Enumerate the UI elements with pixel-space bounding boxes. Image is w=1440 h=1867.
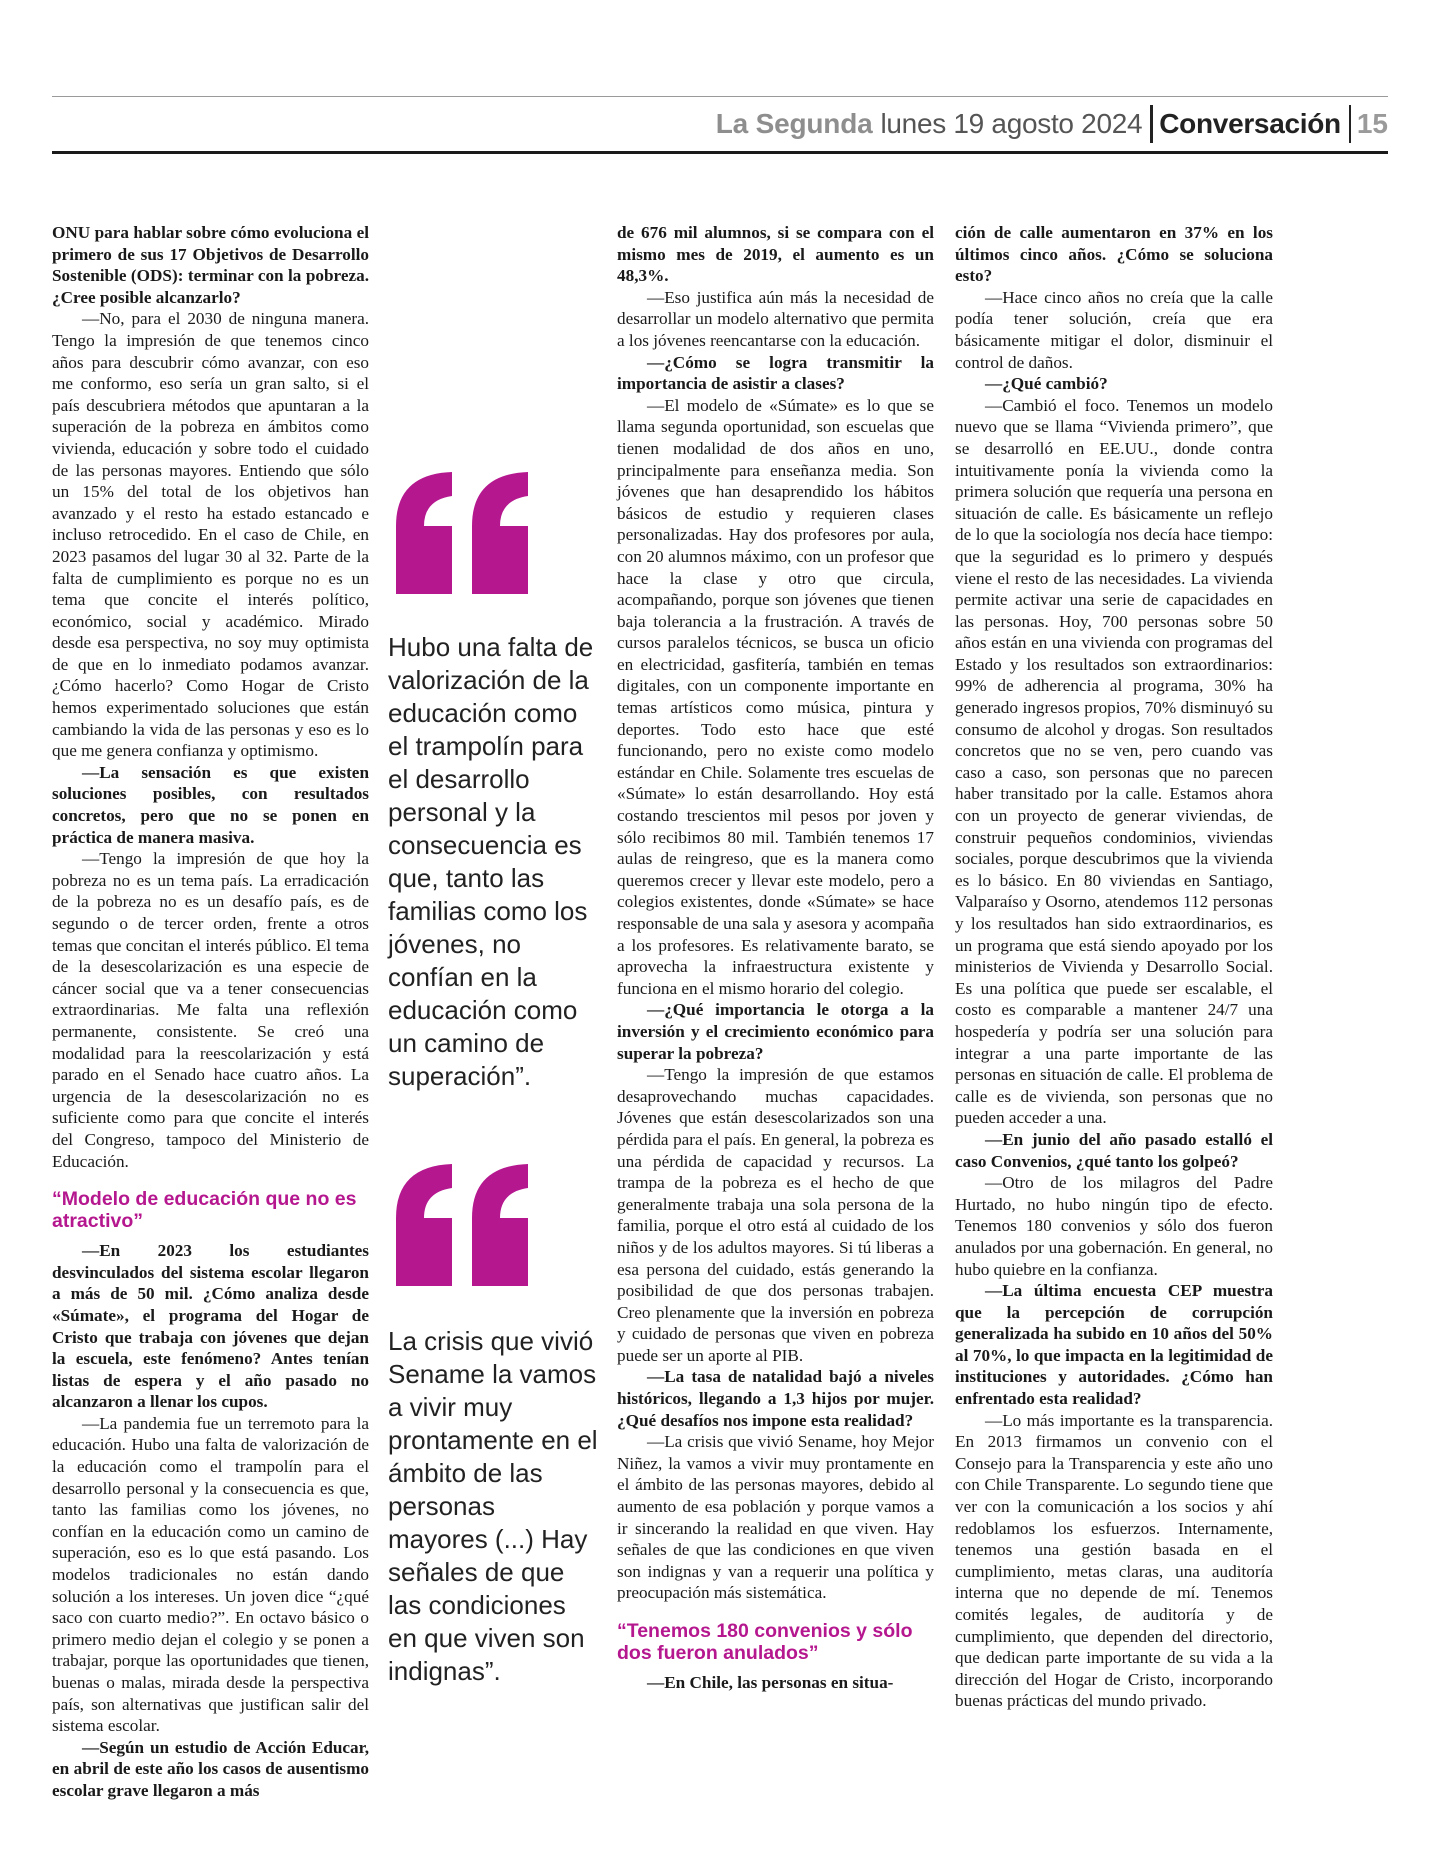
pull-quote-text: Hubo una falta de valorización de la educación como el trampolín para el desarrollo personal y la consecuencia es que, tanto las familias como los jóvenes, no confían en la educación como un camino de superación”. — [388, 632, 594, 1091]
interview-answer: —Tengo la impresión de que hoy la pobreza no es un tema país. La erradicación de la pobreza no es un desafío país, es de segundo o de tercer orden, frente a otros temas que concitan el interés público. El tema de la desescolarización es una especie de cáncer social que va a tener consecuencias extraordinarias. Me falta una reflexión permanente, consistente. Se creó una modalidad para la reescolarización y está parado en el Senado hace cuatro años. La urgencia de la desescolarización no es suficiente como para que concite el interés del Congreso, tampoco del Ministerio de Educación. — [52, 849, 369, 1171]
masthead — [52, 100, 1388, 148]
interview-answer: —La pandemia fue un terremoto para la educación. Hubo una falta de valorización de la educación como el trampolín para el desarrollo personal y la consecuencia es que, tanto las familias como los jóvenes, no confían en la educación como un camino de superación, eso es lo que está pasando. Los modelos tradicionales no están dando solución a los intereses. Un joven dice “¿qué saco con cuarto medio?”. En octavo básico o primero medio dejan el colegio y se ponen a trabajar, porque las oportunidades que tienen, buenas o malas, mirada desde la perspectiva país, son alternativas que justifican salir del sistema escolar. — [52, 1413, 369, 1736]
quote-mark-icon — [388, 468, 538, 598]
interview-question: —La sensación es que existen soluciones posibles, con resultados concretos, pero que no se ponen en práctica de manera masiva. — [52, 762, 369, 847]
interview-question: de 676 mil alumnos, si se compara con el mismo mes de 2019, el aumento es un 48,3%. — [617, 223, 934, 286]
section-subhead: “Tenemos 180 convenios y sólo dos fueron anulados” — [617, 1620, 913, 1664]
section-subhead: “Modelo de educación que no es atractivo” — [52, 1188, 357, 1233]
interview-answer: —El modelo de «Súmate» es lo que se llama segunda oportunidad, son escuelas que tienen modalidad de dos años en uno, principalmente para enseñanza media. Son jóvenes que han desaprendido los hábitos básicos de estudio y requieren clases personalizadas. Hay dos profesores por aula, con 20 alumnos máximo, con un profesor que hace la clase y otro que circula, acompañando, porque son jóvenes que tienen baja tolerancia a la frustración. A través de cursos paralelos técnicos, se busca un oficio en electricidad, gasfitería, también en temas digitales, con un componente importante en temas artísticos como música, pintura y deportes. Todo esto hace que esté funcionando, pero no existe como modelo estándar en Chile. Solamente tres escuelas de «Súmate» lo están desarrollando. Hoy está costando trescientos mil pesos por joven y sólo recibimos 80 mil. También tenemos 17 aulas de reingreso, que es la manera como queremos crecer y llevar este modelo, pero a colegios existentes, donde «Súmate» se hace responsable de una sala y asesora y acompaña a los profesores. Es relativamente barato, se aprovecha la infraestructura existente y funciona en el mismo horario del colegio. — [617, 395, 934, 998]
interview-question: —En junio del año pasado estalló el caso Convenios, ¿qué tanto los golpeó? — [955, 1129, 1273, 1171]
interview-question: —¿Qué importancia le otorga a la inversión y el crecimiento económico para superar la pobreza? — [617, 1000, 934, 1063]
interview-question: —Según un estudio de Acción Educar, en abril de este año los casos de ausentismo escolar grave llegaron a más — [52, 1737, 369, 1800]
interview-question: ONU para hablar sobre cómo evoluciona el primero de sus 17 Objetivos de Desarrollo Sostenible (ODS): terminar con la pobreza. ¿Cree posible alcanzarlo? — [52, 223, 369, 307]
masthead-divider — [1150, 105, 1153, 143]
page-number: 15 — [1356, 108, 1388, 139]
interview-answer: —Tengo la impresión de que estamos desaprovechando muchas capacidades. Jóvenes que están desescolarizados son una pérdida para el país. En general, la pobreza es una pérdida de capacidad y recursos. La trampa de la pobreza es el hecho de que generalmente trabaja una sola persona de la familia, porque el otro está al cuidado de los niños y de los adultos mayores. Si tú liberas a esa persona del cuidado, estás generando la posibilidad de que dos personas trabajen. Creo plenamente que la inversión en pobreza y cuidado de personas que viven en pobreza puede ser un aporte al PIB. — [617, 1065, 934, 1365]
interview-answer: —No, para el 2030 de ninguna manera. Tengo la impresión de que tenemos cinco años para descubrir cómo avanzar, con eso me conformo, eso sería un gran salto, si el país descubriera métodos que apuntaran a la superación de la pobreza en ámbitos como vivienda, educación y sobre todo el cuidado de las personas mayores. Entiendo que sólo un 15% del total de los objetivos han avanzado y el resto ha estado estancado e incluso retrocedido. En el caso de Chile, en 2023 pasamos del lugar 30 al 32. Parte de la falta de cumplimiento es porque no es un tema que concite el interés político, económico, social y académico. Mirado desde esa perspectiva, no soy muy optimista de que en lo inmediato podamos avanzar. ¿Cómo hacerlo? Como Hogar de Cristo hemos experimentado soluciones que están cambiando la vida de las personas y eso es lo que me genera confianza y optimismo. — [52, 309, 369, 761]
section-name: Conversación — [1159, 108, 1341, 139]
header-rule — [52, 151, 1388, 154]
masthead-divider — [1349, 105, 1351, 143]
interview-answer: —Lo más importante es la transparencia. En 2013 firmamos un convenio con el Consejo para la Transparencia y este año uno con Chile Transparente. Lo segundo tiene que ver con la comunicación a los socios y ahí redoblamos los esfuerzos. Internamente, tenemos una gestión basada en el cumplimiento, metas claras, una auditoría interna que no depende de mí. Tenemos comités legales, de auditoría y de cumplimiento, que dependen del directorio, que dedican parte importante de su vida a la dirección del Hogar de Cristo, incorporando buenas prácticas del mundo privado. — [955, 1410, 1273, 1711]
interview-question: —¿Qué cambió? — [985, 374, 1108, 394]
interview-question: —La tasa de natalidad bajó a niveles históricos, llegando a 1,3 hijos por mujer. ¿Qué desafíos nos impone esta realidad? — [617, 1367, 934, 1430]
interview-question: —La última encuesta CEP muestra que la percepción de corrupción generalizada ha subido en 10 años del 50% al 70%, lo que impacta en la legitimidad de instituciones y autoridades. ¿Cómo han enfrentado esta realidad? — [955, 1281, 1273, 1409]
interview-question: —¿Cómo se logra transmitir la importancia de asistir a clases? — [617, 352, 934, 394]
interview-answer: —Otro de los milagros del Padre Hurtado, no hubo ningún tipo de efecto. Tenemos 180 convenios y sólo dos fueron anulados por una gobernación. En general, no hubo quiebre en la confianza. — [955, 1173, 1273, 1279]
interview-question: —En Chile, las personas en situa- — [647, 1673, 894, 1692]
issue-date: lunes 19 agosto 2024 — [880, 108, 1143, 139]
interview-answer: —Eso justifica aún más la necesidad de desarrollar un modelo alternativo que permita a los jóvenes reencantarse con la educación. — [617, 287, 934, 350]
newspaper-name: La Segunda — [715, 108, 873, 139]
article-column-4 — [955, 222, 1273, 1712]
interview-question: —En 2023 los estudiantes desvinculados del sistema escolar llegaron a más de 50 mil. ¿Cómo analiza desde «Súmate», el programa del Hogar de Cristo que trabaja con jóvenes que dejan la escuela, este fenómeno? Antes tenían listas de espera y el año pasado no alcanzaron a llenar los cupos. — [52, 1241, 369, 1412]
article-column-1 — [52, 222, 369, 1802]
interview-answer: —Hace cinco años no creía que la calle podía tener solución, creía que era básicamente mitigar el dolor, disminuir el control de daños. — [955, 287, 1273, 372]
article-column-3 — [617, 222, 934, 1694]
pull-quote-text: La crisis que vivió Sename la vamos a vivir muy prontamente en el ámbito de las personas mayores (...) Hay señales de que las condiciones en que viven son indignas”. — [388, 1326, 598, 1686]
interview-answer: —La crisis que vivió Sename, hoy Mejor Niñez, la vamos a vivir muy prontamente en el ámbito de las personas mayores, debido al aumento de esa población y porque vamos a ir sincerando la realidad en que viven. Hay señales de que las condiciones en que viven son indignas y van a requerir una política y preocupación más sistemática. — [617, 1432, 934, 1603]
interview-question: ción de calle aumentaron en 37% en los últimos cinco años. ¿Cómo se soluciona esto? — [955, 223, 1273, 286]
quote-mark-icon — [388, 1160, 538, 1290]
interview-answer: —Cambió el foco. Tenemos un modelo nuevo que se llama “Vivienda primero”, que se desarrolló en EE.UU., donde contra intuitivamente ponía la vivienda como la primera solución que requería una persona en situación de calle. Es básicamente un reflejo de lo que la sociología nos decía hace tiempo: que la seguridad es lo primero y después viene el resto de las necesidades. La vivienda permite activar una serie de capacidades en las personas. Hoy, 700 personas sobre 50 años están en una vivienda con programas del Estado y los resultados son extraordinarios: 99% de adherencia al programa, 30% ha generado ingresos propios, 70% disminuyó su consumo de alcohol y drogas. Son resultados concretos que no se ven, pero cuando vas caso a caso, son personas que no parecen haber transitado por la calle. Estamos ahora con un proyecto de generar viviendas, de construir pequeños condominios, viviendas sociales, porque descubrimos que la vivienda es lo básico. En 80 viviendas en Santiago, Valparaíso y Osorno, atendemos 112 personas y los resultados han sido extraordinarios, es un programa que está siendo apoyado por los ministerios de Vivienda y Desarrollo Social. Es una política que puede ser escalable, el costo es comparable a mantener 24/7 una hospedería y podría ser una solución para integrar a una parte importante de las personas en situación de calle. El problema de calle es de vivienda, son personas que no pueden acceder a una. — [955, 395, 1273, 1128]
top-rule — [52, 96, 1388, 97]
